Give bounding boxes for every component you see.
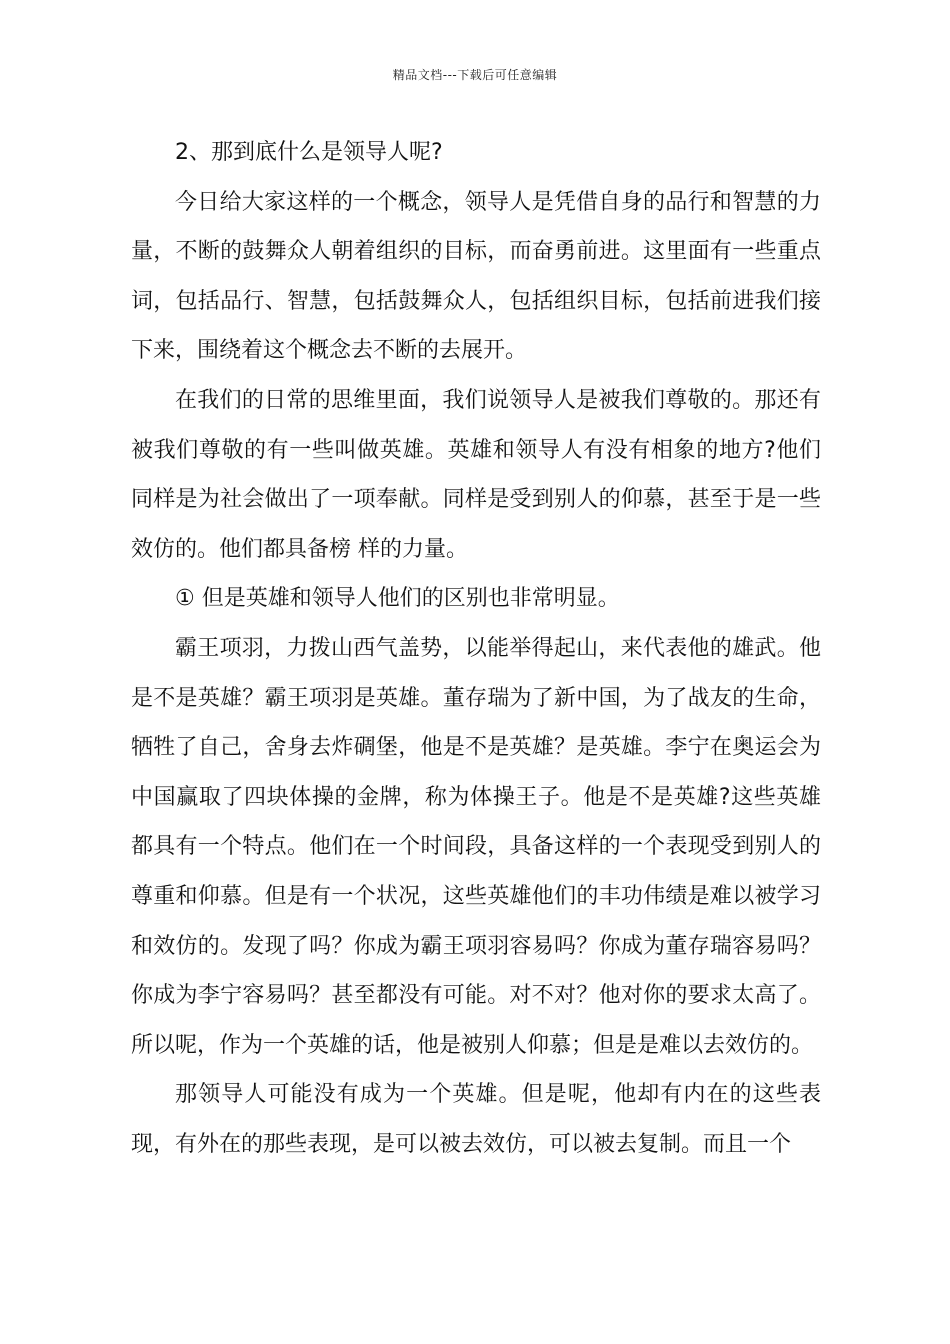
paragraph-question: 2、那到底什么是领导人呢? [175, 140, 443, 165]
paragraph-leader: 那领导人可能没有成为一个英雄。但是呢，他却有内在的这些表现，有外在的那些表现，是可以被去效仿，可以被去复制。而且一个 [131, 1082, 821, 1157]
paragraph-hero-examples: 霸王项羽，力拨山西气盖势，以能举得起山，来代表他的雄武。他是不是英雄？霸王项羽是英雄。董存瑞为了新中国，为了战友的生命，牺牲了自己，舍身去炸碉堡，他是不是英雄？是英雄。李宁在奥运会为中国赢取了四块体操的金牌，称为体操王子。他是不是英雄?这些英雄都具有一个特点。他们在一个时间段，具备这样的一个表现受到别人的尊重和仰慕。但是有一个状况，这些英雄他们的丰功伟绩是难以被学习和效仿的。发现了吗？你成为霸王项羽容易吗？你成为董存瑞容易吗？你成为李宁容易吗？甚至都没有可能。对不对？他对你的要求太高了。所以呢，作为一个英雄的话，他是被别人仰慕；但是是难以去效仿的。 [131, 635, 821, 1058]
document-body [131, 128, 821, 1169]
paragraph-definition: 今日给大家这样的一个概念，领导人是凭借自身的品行和智慧的力量，不断的鼓舞众人朝着组织的目标，而奋勇前进。这里面有一些重点词，包括品行、智慧，包括鼓舞众人，包括组织目标，包括前进我们接下来，围绕着这个概念去不断的去展开。 [131, 189, 821, 364]
page-header: 精品文档---下载后可任意编辑 [392, 68, 558, 82]
paragraph-heroes-intro: 在我们的日常的思维里面，我们说领导人是被我们尊敬的。那还有被我们尊敬的有一些叫做英雄。英雄和领导人有没有相象的地方?他们同样是为社会做出了一项奉献。同样是受到别人的仰慕，甚至于是一些效仿的。他们都具备榜 样的力量。 [131, 387, 821, 562]
paragraph-difference: ① 但是英雄和领导人他们的区别也非常明显。 [175, 586, 620, 612]
